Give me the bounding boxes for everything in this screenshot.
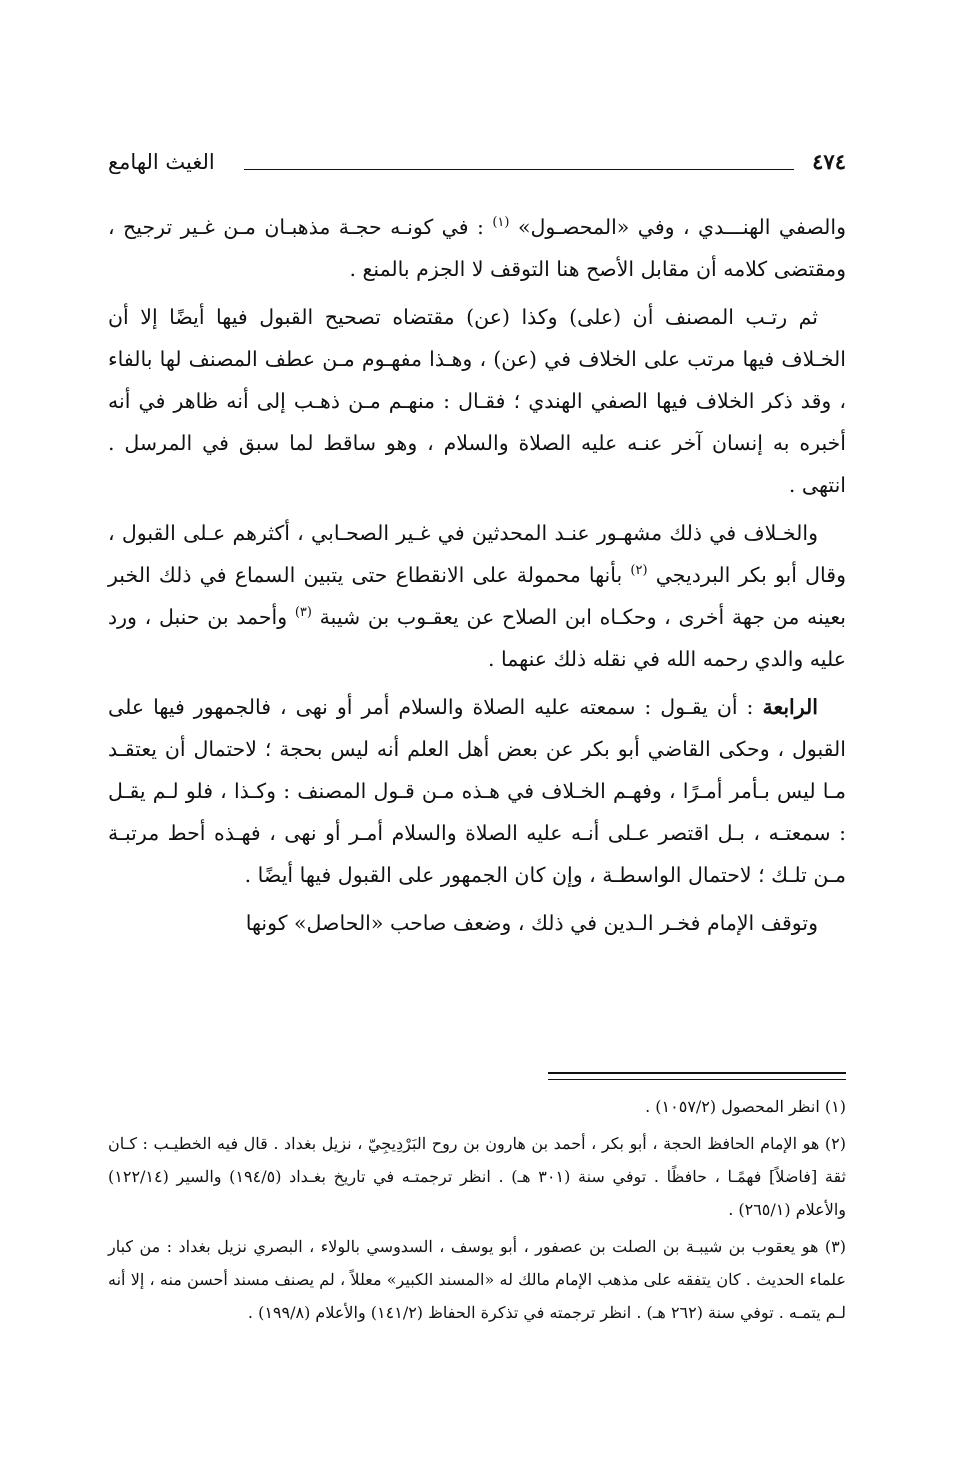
running-title: الغيث الهامع [108, 150, 215, 174]
footnote-ref-3: (٣) [294, 605, 312, 621]
paragraph-4 [108, 686, 846, 896]
paragraph-4-text: : أن يقـول : سمعته عليه الصلاة والسلام أمر أو نهى ، فالجمهور فيها على القبول ، وحكى القاضي أبو بكر عن بعض أهل العلم أنه ليس بحجة ؛ لاحتمال أن يعتقـد مـا ليس بـأمر أمـرًا ، وفهـم الخـلاف في هـذه مـن قـول المصنف : وكـذا ، فلو لـم يقـل : سمعتـه ، بـل اقتصر عـلى أنـه عليه الصلاة والسلام أمـر أو نهى ، فهـذه أحط مرتبـة مـن تلـك ؛ لاحتمال الواسطـة ، وإن كان الجمهور على القبول فيها أيضًا . [108, 695, 846, 887]
paragraph-3-part-c: وأحمد بن حنبل ، ورد عليه والدي رحمه الله في نقله ذلك عنهما . [108, 605, 846, 671]
footnote-2: (٢) هو الإمام الحافظ الحجة ، أبو بكر ، أحمد بن هارون بن روح البَرْدِيجِيّ ، نزيل بغداد . قال فيه الخطيـب : كـان ثقة [فاضلاً] فهمًـا ، حافظًا . توفي سنة (٣٠١ هـ) . انظر ترجمتـه في تاريخ بغـداد (١٩٤/٥) والسير (١٢٢/١٤) والأعلام (٢٦٥/١) . [108, 1134, 846, 1219]
footnote-ref-1: (١) [492, 215, 510, 231]
footnote-ref-2: (٢) [630, 563, 648, 579]
section-term: الرابعة [762, 695, 818, 719]
paragraph-5: وتوقف الإمام فخـر الـدين في ذلك ، وضعف صاحب «الحاصل» كونها [245, 911, 818, 935]
paragraph-1-part-b: : في كونـه حجـة مذهبـان مـن غـير ترجيح ، ومقتضى كلامه أن مقابل الأصح هنا التوقف لا الجزم بالمنع . [108, 215, 846, 281]
paragraph-2: ثم رتـب المصنف أن (على) وكذا (عن) مقتضاه تصحيح القبول فيها أيضًا إلا أن الخـلاف فيها مرتب على الخلاف في (عن) ، وهـذا مفهـوم مـن عطف المصنف لها بالفاء ، وقد ذكر الخلاف فيها الصفي الهندي ؛ فقـال : منهـم مـن ذهـب إلى أنه ظاهر في أنه أخبره به إنسان آخر عنـه عليه الصلاة والسلام ، وهو ساقط لما سبق في المرسل . انتهى . [108, 305, 846, 497]
paragraph-3-part-a: والخـلاف في ذلك مشهـور عنـد المحدثين في غـير الصحـابي ، أكثرهم عـلى القبول ، وقال أبو بكر البرديجي [108, 521, 846, 587]
paragraph-3-part-b: بأنها محمولة على الانقطاع حتى يتبين السماع في ذلك الخبر بعينه من جهة أخرى ، وحكـاه ابن الصلاح عن يعقـوب بن شيبة [108, 563, 846, 629]
footnote-1: (١) انظر المحصول (١٠٥٧/٢) . [645, 1097, 846, 1116]
page-number: ٤٧٤ [812, 149, 846, 174]
header-rule [244, 169, 794, 170]
footnote-separator [548, 1072, 846, 1080]
paragraph-1-part-a: والصفي الهنـــدي ، وفي «المحصـول» [517, 215, 846, 239]
footnotes [108, 1090, 846, 1333]
footnote-3: (٣) هو يعقوب بن شيبـة بن الصلت بن عصفور ، أبو يوسف ، السدوسي بالولاء ، البصري نزيل بغداد : من كبار علماء الحديث . كان يتفقه على مذهب الإمام مالك له «المسند الكبير» معللاً ، لم يصنف مسند أحسن منه ، إلا أنه لـم يتمـه . توفي سنة (٢٦٢ هـ) . انظر ترجمته في تذكرة الحفاظ (١٤١/٢) والأعلام (١٩٩/٨) . [108, 1237, 847, 1322]
paragraph-3 [108, 512, 846, 680]
main-text [108, 206, 846, 950]
paragraph-1 [108, 206, 846, 290]
running-header [108, 148, 846, 180]
